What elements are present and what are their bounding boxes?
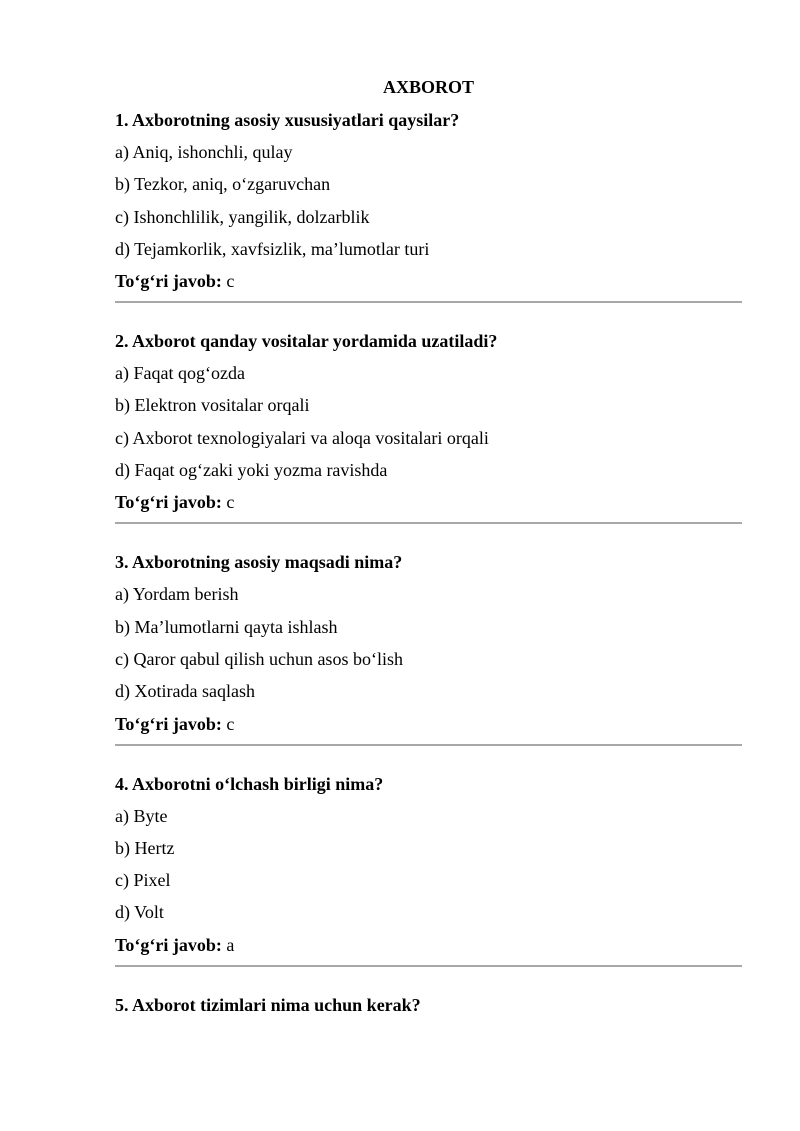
option-c: c) Qaror qabul qilish uchun asos bo‘lish bbox=[115, 648, 403, 669]
option-c: c) Axborot texnologiyalari va aloqa vositalari orqali bbox=[115, 427, 489, 448]
document-page bbox=[115, 76, 742, 1026]
correct-answer-label: To‘g‘ri javob: bbox=[115, 713, 222, 734]
question-heading: 5. Axborot tizimlari nima uchun kerak? bbox=[115, 994, 421, 1015]
option-a: a) Faqat qog‘ozda bbox=[115, 363, 245, 384]
question-3 bbox=[115, 551, 742, 734]
correct-answer-label: To‘g‘ri javob: bbox=[115, 492, 222, 513]
question-2 bbox=[115, 330, 742, 513]
correct-answer-value: c bbox=[226, 713, 235, 734]
correct-answer-value: a bbox=[226, 934, 235, 955]
option-b: b) Hertz bbox=[115, 837, 175, 858]
option-b: b) Elektron vositalar orqali bbox=[115, 395, 310, 416]
option-b: b) Ma’lumotlarni qayta ishlash bbox=[115, 616, 338, 637]
option-b: b) Tezkor, aniq, o‘zgaruvchan bbox=[115, 174, 331, 195]
question-5 bbox=[115, 994, 742, 1016]
option-a: a) Byte bbox=[115, 805, 168, 826]
option-d: d) Tejamkorlik, xavfsizlik, ma’lumotlar turi bbox=[115, 238, 430, 259]
option-a: a) Aniq, ishonchli, qulay bbox=[115, 142, 293, 162]
correct-answer-label: To‘g‘ri javob: bbox=[115, 271, 222, 292]
question-heading: 3. Axborotning asosiy maqsadi nima? bbox=[115, 552, 403, 573]
question-4 bbox=[115, 773, 742, 956]
option-a: a) Yordam berish bbox=[115, 584, 239, 605]
correct-answer bbox=[115, 713, 742, 735]
question-divider bbox=[115, 965, 742, 967]
option-c: c) Pixel bbox=[115, 870, 171, 891]
correct-answer-value: c bbox=[226, 271, 235, 292]
question-heading: 2. Axborot qanday vositalar yordamida uzatiladi? bbox=[115, 331, 498, 352]
correct-answer bbox=[115, 934, 742, 956]
document-title: AXBOROT bbox=[382, 77, 474, 97]
option-d: d) Xotirada saqlash bbox=[115, 681, 255, 702]
correct-answer-label: To‘g‘ri javob: bbox=[115, 934, 222, 955]
question-1 bbox=[115, 109, 742, 292]
correct-answer bbox=[115, 270, 742, 292]
question-heading: 1. Axborotning asosiy xususiyatlari qaysilar? bbox=[115, 110, 460, 130]
option-d: d) Faqat og‘zaki yoki yozma ravishda bbox=[115, 460, 388, 481]
question-divider bbox=[115, 301, 742, 303]
question-heading: 4. Axborotni o‘lchash birligi nima? bbox=[115, 773, 384, 794]
correct-answer-value: c bbox=[226, 492, 235, 513]
question-divider bbox=[115, 744, 742, 746]
correct-answer bbox=[115, 491, 742, 513]
question-divider bbox=[115, 522, 742, 524]
option-d: d) Volt bbox=[115, 902, 164, 923]
option-c: c) Ishonchlilik, yangilik, dolzarblik bbox=[115, 206, 370, 227]
